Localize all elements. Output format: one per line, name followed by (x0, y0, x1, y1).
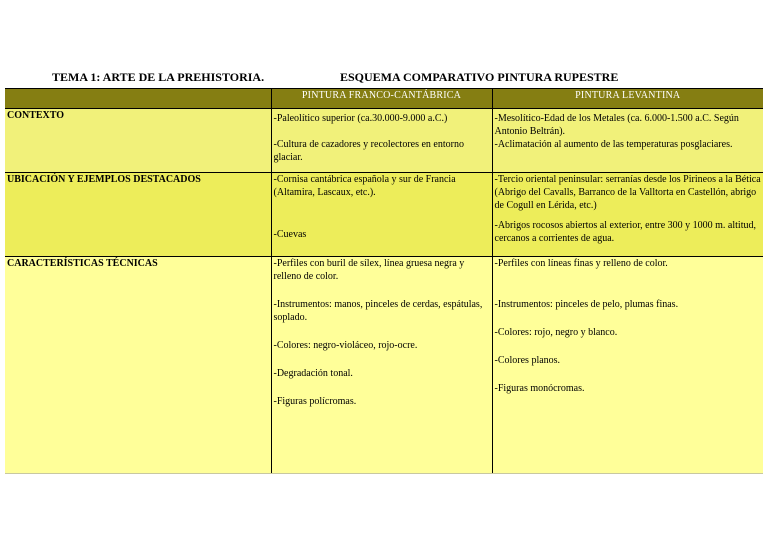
title-tema: TEMA 1: ARTE DE LA PREHISTORIA. (52, 70, 265, 84)
row-ubicacion (5, 173, 763, 257)
cell-line: -Perfiles con líneas finas y relleno de color. (494, 258, 668, 269)
cell-spacer (495, 311, 762, 324)
document-title (0, 70, 768, 86)
header-levantina: PINTURA LEVANTINA (492, 89, 763, 109)
row-label-ubicacion: UBICACIÓN Y EJEMPLOS DESTACADOS (5, 173, 271, 257)
cell-contexto-levantina (492, 109, 763, 173)
cell-line: -Cornisa cantábrica española y sur de Francia (Altamira, Lascaux, etc.). (273, 174, 456, 198)
cell-spacer (274, 283, 490, 296)
row-caracteristicas (5, 257, 763, 474)
cell-line: -Figuras monócromas. (494, 383, 585, 394)
cell-line: -Instrumentos: manos, pinceles de cerdas, espátulas, soplado. (273, 299, 483, 323)
title-esquema: ESQUEMA COMPARATIVO PINTURA RUPESTRE (340, 70, 619, 84)
cell-line: -Paleolítico superior (ca.30.000-9.000 a.C.) (273, 113, 448, 124)
comparison-table (5, 88, 763, 474)
cell-contexto-franco (271, 109, 492, 173)
cell-line: -Abrigos rocosos abiertos al exterior, entre 300 y 1000 m. altitud, cercanos a corrientes de agua. (494, 220, 756, 244)
header-row (5, 89, 763, 109)
cell-spacer (274, 324, 490, 337)
cell-spacer (274, 212, 490, 225)
cell-line: -Instrumentos: pinceles de pelo, plumas finas. (494, 299, 679, 310)
cell-line: -Cultura de cazadores y recolectores en entorno glaciar. (273, 139, 464, 163)
cell-spacer (274, 380, 490, 393)
cell-spacer (495, 212, 762, 219)
cell-spacer (495, 339, 762, 352)
cell-line: -Aclimatación al aumento de las temperaturas posglaciares. (494, 139, 733, 150)
cell-line: -Cuevas (273, 229, 307, 240)
header-franco-cantabrica: PINTURA FRANCO-CANTÁBRICA (271, 89, 492, 109)
cell-line: -Figuras polícromas. (273, 396, 357, 407)
row-contexto (5, 109, 763, 173)
cell-ubicacion-levantina (492, 173, 763, 257)
cell-line: -Mesolítico-Edad de los Metales (ca. 6.000-1.500 a.C. Según Antonio Beltrán). (494, 113, 739, 137)
cell-line: -Degradación tonal. (273, 368, 353, 379)
cell-spacer (495, 270, 762, 283)
cell-line: -Tercio oriental peninsular: serranías desde los Pirineos a la Bética (Abrigo del Cavalls, Barranco de la Valltorta en Castellón, abrigo de Cogull en Lérida, etc.) (494, 174, 761, 211)
cell-spacer (495, 283, 762, 296)
cell-line: -Colores: negro-violáceo, rojo-ocre. (273, 340, 418, 351)
cell-ubicacion-franco (271, 173, 492, 257)
cell-spacer (495, 367, 762, 380)
cell-caracteristicas-levantina (492, 257, 763, 474)
row-label-contexto: CONTEXTO (5, 109, 271, 173)
cell-line: -Colores planos. (494, 355, 561, 366)
cell-caracteristicas-franco (271, 257, 492, 474)
cell-spacer (274, 125, 490, 138)
cell-line: -Perfiles con buril de sílex, línea gruesa negra y relleno de color. (273, 258, 465, 282)
header-empty-cell (5, 89, 271, 109)
cell-spacer (274, 199, 490, 212)
cell-spacer (274, 352, 490, 365)
row-label-caracteristicas: CARACTERÍSTICAS TÉCNICAS (5, 257, 271, 474)
cell-line: -Colores: rojo, negro y blanco. (494, 327, 618, 338)
